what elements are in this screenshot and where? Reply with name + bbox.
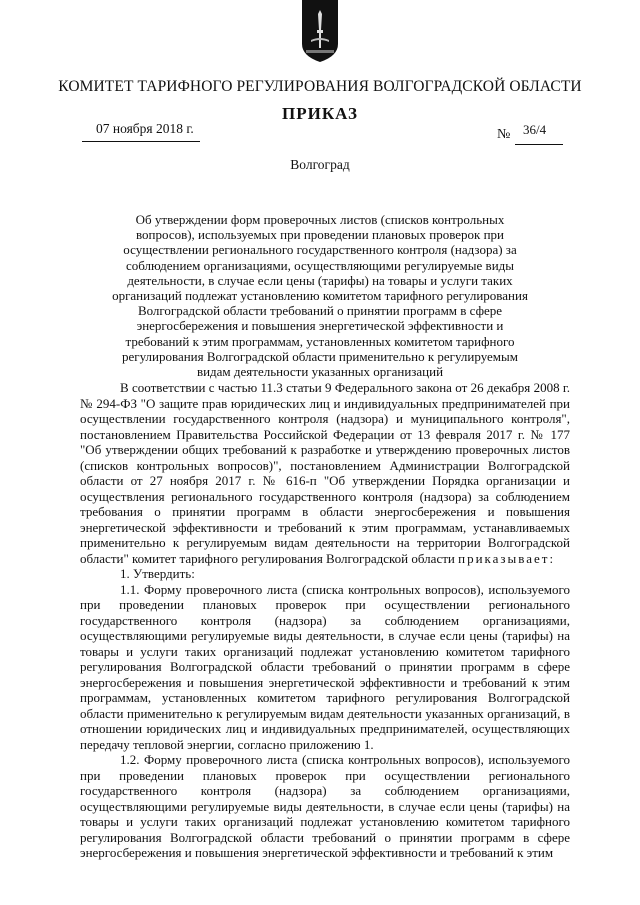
preamble-verb: приказывает:: [458, 550, 556, 566]
item-1-1: 1.1. Форму проверочного листа (списка контрольных вопросов), используемого при проведении плановых проверок при осуществлении регионального государственного контроля (надзора) за соблюдением организациями, осуществляющими регулируемые виды деятельности, в случае если цены (тарифы) на товары и услуги таких организаций подлежат установлению комитетом тарифного регулирования Волгоградской области требований о принятии программ в сфере энергосбережения и повышения энергетической эффективности и требований к этим программам, установленных комитетом тарифного регулирования Волгоградской области применительно к регулируемым видам деятельности указанных организаций, в отношении юридических лиц и индивидуальных предпринимателей, осуществляющих передачу тепловой энергии, согласно приложению 1.: [80, 581, 570, 752]
document-type: ПРИКАЗ: [282, 104, 358, 123]
order-date: 07 ноября 2018 г.: [96, 121, 194, 136]
item-1: 1. Утвердить:: [120, 566, 195, 581]
organization-name: КОМИТЕТ ТАРИФНОГО РЕГУЛИРОВАНИЯ ВОЛГОГРАДСКОЙ ОБЛАСТИ: [58, 78, 582, 95]
date-underline: [82, 141, 200, 142]
city: Волгоград: [290, 157, 350, 172]
preamble-text: В соответствии с частью 11.3 статьи 9 Федерального закона от 26 декабря 2008 г. № 294-ФЗ "О защите прав юридических лиц и индивидуальных предпринимателей при осуществлении государственного контроля (надзора) и муниципального контроля", постановлением Правительства Российской Федерации от 13 февраля 2017 г. № 177 "Об утверждении общих требований к разработке и утверждению проверочных листов (списков контрольных вопросов)", постановлением Администрации Волгоградской области от 27 ноября 2017 г. № 616-п "Об утверждении Порядка организации и осуществления регионального государственного контроля (надзора) за соблюдением требования о принятии программ в области энергосбережения и повышения энергетической эффективности и требований к этим программам, устанавливаемых применительно к регулируемым видам деятельности на территории Волгоградской области" комитет тарифного регулирования Волгоградской области: [80, 380, 570, 566]
number-sign: №: [497, 127, 511, 142]
item-1-2: 1.2. Форму проверочного листа (списка контрольных вопросов), используемого при проведении плановых проверок при осуществлении регионального государственного контроля (надзора) за соблюдением организациями, осуществляющими регулируемые виды деятельности, в случае если цены (тарифы) на товары и услуги таких организаций подлежат установлению комитетом тарифного регулирования Волгоградской области требований о принятии программ в сфере энергосбережения и повышения энергетической эффективности и требований к этим: [80, 752, 570, 860]
number-underline: [515, 144, 563, 145]
preamble: [80, 380, 570, 566]
coat-of-arms-icon: [301, 0, 339, 62]
document-body: [80, 380, 570, 861]
document-title: Об утверждении форм проверочных листов (списков контрольных вопросов), используемых при проведении плановых проверок при осуществлении регионального государственного контроля (надзора) за соблюдением организациями, осуществляющими регулируемые виды деятельности, в случае если цены (тарифы) на товары и услуги таких организаций подлежат установлению комитетом тарифного регулирования Волгоградской области требований о принятии программ в сфере энергосбережения и повышения энергетической эффективности и требований к этим программам, установленных комитетом тарифного регулирования Волгоградской области применительно к регулируемым видам деятельности указанных организаций: [112, 212, 528, 380]
order-number: 36/4: [523, 122, 547, 137]
